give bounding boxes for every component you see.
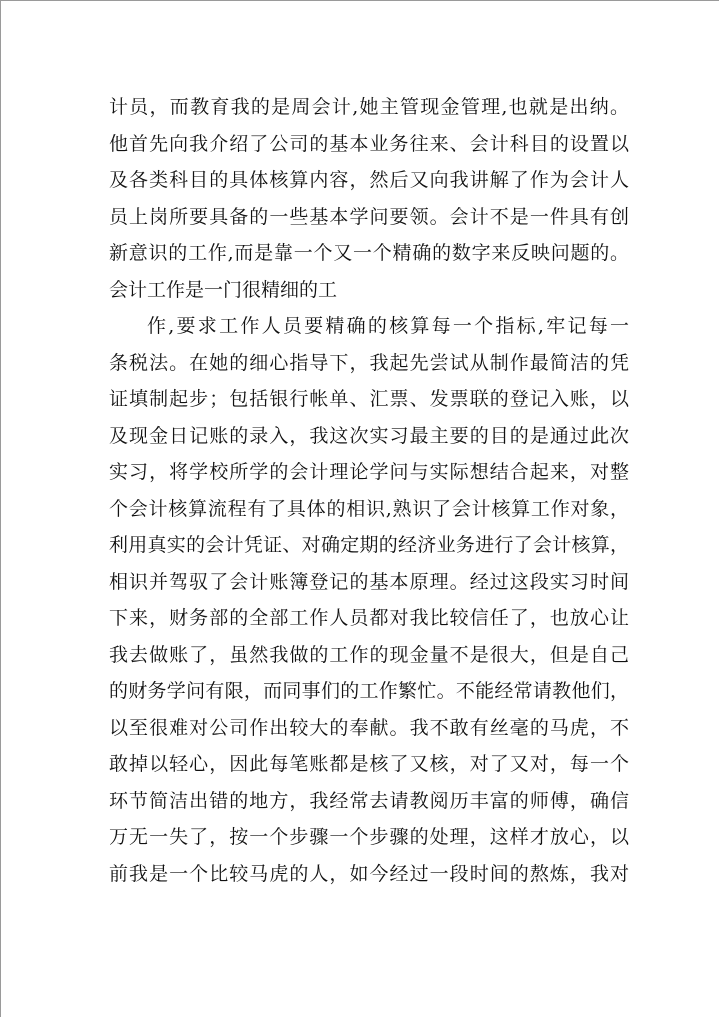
text-line: 证填制起步；包括银行帐单、汇票、发票联的登记入账，以 <box>109 388 629 410</box>
text-line: 敢掉以轻心，因此每笔账都是核了又核，对了又对，每一个 <box>109 753 629 775</box>
text-line: 员上岗所要具备的一些基本学问要领。会计不是一件具有创 <box>109 205 629 228</box>
text-line: 条税法。在她的细心指导下，我起先尝试从制作最简洁的凭 <box>109 351 629 374</box>
text-line: 以至很难对公司作出较大的奉献。我不敢有丝毫的马虎，不 <box>109 716 629 739</box>
text-line: 个会计核算流程有了具体的相识,熟识了会计核算工作对象， <box>109 497 629 520</box>
text-line: 利用真实的会计凭证、对确定期的经济业务进行了会计核算， <box>109 534 629 556</box>
text-line: 新意识的工作,而是靠一个又一个精确的数字来反映问题的。 <box>109 242 629 264</box>
text-line: 及现金日记账的录入，我这次实习最主要的目的是通过此次 <box>109 424 629 447</box>
text-line: 万无一失了，按一个步骤一个步骤的处理，这样才放心，以 <box>109 826 629 848</box>
paragraph-2 <box>109 308 629 892</box>
text-line: 相识并驾驭了会计账簿登记的基本原理。经过这段实习时间 <box>109 570 629 593</box>
body-text <box>109 89 629 892</box>
text-line: 的财务学问有限，而同事们的工作繁忙。不能经常请教他们， <box>109 680 629 702</box>
text-line: 环节简洁出错的地方，我经常去请教阅历丰富的师傅，确信 <box>109 789 629 812</box>
text-line: 及各类科目的具体核算内容，然后又向我讲解了作为会计人 <box>109 169 629 191</box>
text-line: 他首先向我介绍了公司的基本业务往来、会计科目的设置以 <box>109 132 629 155</box>
text-line: 我去做账了，虽然我做的工作的现金量不是很大，但是自己 <box>109 643 629 666</box>
text-line: 下来，财务部的全部工作人员都对我比较信任了，也放心让 <box>109 607 629 629</box>
text-line: 会计工作是一门很精细的工 <box>109 278 338 301</box>
text-line: 前我是一个比较马虎的人，如今经过一段时间的熬炼，我对 <box>109 862 629 885</box>
text-line: 实习，将学校所学的会计理论学问与实际想结合起来，对整 <box>109 461 629 483</box>
text-line: 计员，而教育我的是周会计,她主管现金管理,也就是出纳。 <box>109 96 629 118</box>
paragraph-1 <box>109 89 629 308</box>
text-line: 作,要求工作人员要精确的核算每一个指标,牢记每一 <box>147 315 629 337</box>
